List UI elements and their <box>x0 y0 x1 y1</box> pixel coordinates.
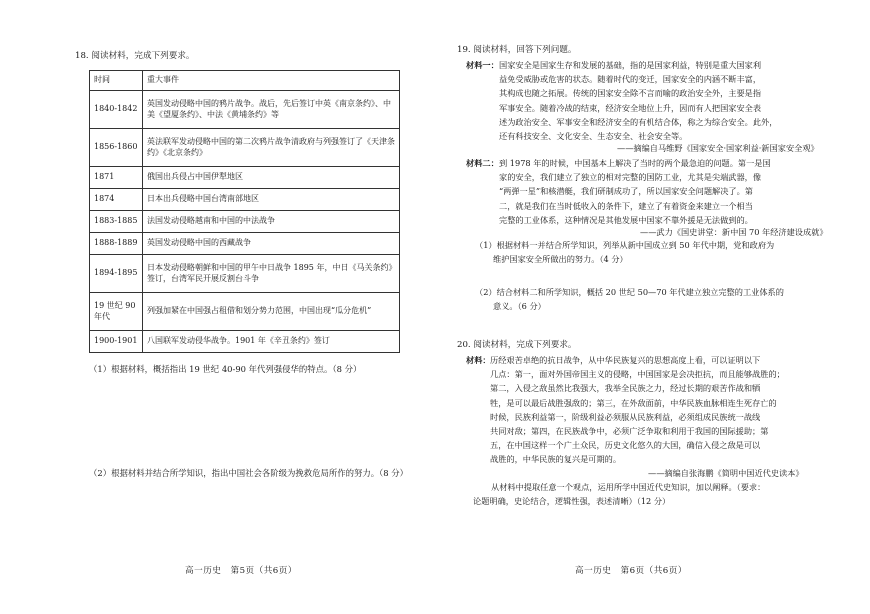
table-row <box>90 211 400 233</box>
q20-heading: 20. 阅读材料，完成下列要求。 <box>457 340 577 350</box>
material1-label: 材料一： <box>466 60 499 70</box>
table-cell-time: 1874 <box>90 189 143 211</box>
material1-line: 军事安全。随着冷战的结束，经济安全地位上升，因而有人把国家安全表 <box>499 102 762 113</box>
table-header-row <box>90 71 400 91</box>
q20-material-line: 历经艰苦卓绝的抗日战争，从中华民族复兴的思想高度上看，可以证明以下 <box>490 355 761 365</box>
table-cell-time: 1840-1842 <box>90 91 143 129</box>
q19-sub1-line: （1）根据材料一并结合所学知识，列举从新中国成立到 50 年代中期，党和政府为 <box>475 240 775 250</box>
q18-heading: 18. 阅读材料，完成下列要求。 <box>75 51 195 61</box>
table-cell-event: 法国发动侵略越南和中国的中法战争 <box>143 211 400 233</box>
table-cell-time: 1900-1901 <box>90 331 143 353</box>
material2-line: 到 1978 年的时候，中国基本上解决了当时的两个最急迫的问题。第一是国 <box>499 158 771 168</box>
table-cell-event: 八国联军发动侵华战争。1901 年《辛丑条约》签订 <box>143 331 400 353</box>
q19-sub1 <box>475 238 835 266</box>
table-cell-time: 1894-1895 <box>90 255 143 293</box>
table-cell-event: 俄国出兵侵占中国伊犁地区 <box>143 167 400 189</box>
q20-material-line: 时候，民族利益第一，阶级利益必须服从民族利益，必须组成民族统一战线 <box>490 411 761 422</box>
q18-sub1: （1）根据材料，概括指出 19 世纪 40-90 年代列强侵华的特点。（8 分） <box>89 364 362 374</box>
q19-sub2-line: 意义。（6 分） <box>493 301 546 312</box>
table-row <box>90 91 400 129</box>
material2-line: “两弹一星”和核潜艇，我们研制成功了，所以国家安全问题解决了。第 <box>499 186 753 197</box>
q19-sub2-line: （2）结合材料二和所学知识，概括 20 世纪 50—70 年代建立独立完整的工业体系的 <box>475 287 784 297</box>
q20-material-line: 几点：第一，面对外国帝国主义的侵略，中国国家是会决拒抗，而且能够战胜的； <box>490 369 785 380</box>
material2-line: 完整的工业体系，这种情况是其他发展中国家不靠外援是无法做到的。 <box>499 214 753 225</box>
q20-material <box>466 353 836 467</box>
q20-task-line: 从材料中提取任意一个观点，运用所学中国近代史知识，加以阐释。（要求： <box>491 482 766 492</box>
table-cell-event: 英国发动侵略中国的鸦片战争。战后，先后签订中英《南京条约》、中美《望厦条约》、中法《黄埔条约》等 <box>143 91 400 129</box>
q20-material-source: ——摘编自张海鹏《简明中国近代史读本》 <box>648 468 804 478</box>
material1-line: 还有科技安全、文化安全、生态安全、社会安全等。 <box>499 131 688 142</box>
page-footer-6: 高一历史 第6页（共6页） <box>575 566 687 576</box>
material1-line: 述为政治安全、军事安全和经济安全的有机结合体，称之为综合安全。此外， <box>499 116 778 127</box>
material1-line: 国家安全是国家生存和发展的基础，指的是国家利益，特别是重大国家利 <box>499 60 762 70</box>
events-table <box>89 70 400 353</box>
q19-sub1-line: 维护国家安全所做出的努力。（4 分） <box>493 254 628 265</box>
table-row <box>90 167 400 189</box>
q20-material-line: 战胜的，中华民族的复兴是可期的。 <box>490 454 622 465</box>
material1-line: 其构成也随之拓展。传统的国家安全除不言而喻的政治安全外，主要是指 <box>499 88 762 99</box>
q20-material-line: 牲，是可以最后战胜强敌的；第三，在外敌面前，中华民族血脉相连生死存亡的 <box>490 397 777 408</box>
table-cell-time: 19 世纪 90 年代 <box>90 293 143 331</box>
material2-source: ——武力《国史讲堂：新中国 70 年经济建设成就》 <box>640 227 828 237</box>
table-row <box>90 189 400 211</box>
table-cell-event: 英国发动侵略中国的西藏战争 <box>143 233 400 255</box>
q20-material-label: 材料： <box>466 355 491 365</box>
q20-task-line: 论题明确，史论结合，逻辑性强，表述清晰）（12 分） <box>473 496 671 507</box>
table-row <box>90 331 400 353</box>
material1-source: ——摘编自马维野《国家安全·国家利益·新国家安全观》 <box>617 143 819 153</box>
material1-line: 益免受威胁或危害的状态。随着时代的变迁，国家安全的内涵不断丰富， <box>499 74 762 85</box>
material2-label: 材料二： <box>466 158 499 168</box>
q19-material2 <box>466 156 836 227</box>
table-cell-event: 日本出兵侵略中国台湾南部地区 <box>143 189 400 211</box>
table-cell-time: 1856-1860 <box>90 129 143 167</box>
q20-material-line: 共同对敌；第四，在民族战争中，必须广泛争取和利用于我国的国际援助；第 <box>490 426 769 437</box>
q20-material-line: 五，在中国这样一个广土众民，历史文化悠久的大国，确信入侵之敌是可以 <box>490 440 761 451</box>
q19-sub2 <box>475 285 835 313</box>
table-row <box>90 255 400 293</box>
table-cell-event: 列强加紧在中国强占租借和划分势力范围，中国出现“瓜分危机” <box>143 293 400 331</box>
material2-line: 家的安全，我们建立了独立的相对完整的国防工业，尤其是尖端武器，像 <box>499 172 762 183</box>
table-header-event: 重大事件 <box>143 71 400 91</box>
q20-material-line: 第二，入侵之敌虽然比我强大，我举全民族之力，经过长期的艰苦作战和牺 <box>490 383 761 394</box>
q18-sub2: （2）根据材料并结合所学知识，指出中国社会各阶级为挽救危局所作的努力。（8 分） <box>89 468 408 478</box>
exam-page-6 <box>435 0 870 614</box>
table-cell-time: 1888-1889 <box>90 233 143 255</box>
table-row <box>90 293 400 331</box>
table-row <box>90 233 400 255</box>
page-footer-5: 高一历史 第5页（共6页） <box>185 566 297 576</box>
q19-heading: 19. 阅读材料，回答下列问题。 <box>457 45 577 55</box>
table-cell-time: 1871 <box>90 167 143 189</box>
table-header-time: 时间 <box>90 71 143 91</box>
table-cell-event: 英法联军发动侵略中国的第二次鸦片战争清政府与列强签订了《天津条约》《北京条约》 <box>143 129 400 167</box>
q19-material1 <box>466 58 836 143</box>
table-row <box>90 129 400 167</box>
table-cell-time: 1883-1885 <box>90 211 143 233</box>
q20-task <box>473 480 839 508</box>
material2-line: 二，就是我们在当时低收入的条件下，建立了有着资金来建立一个相当 <box>499 200 753 211</box>
table-cell-event: 日本发动侵略朝鲜和中国的甲午中日战争 1895 年，中日《马关条约》签订，台湾军民开展反割台斗争 <box>143 255 400 293</box>
